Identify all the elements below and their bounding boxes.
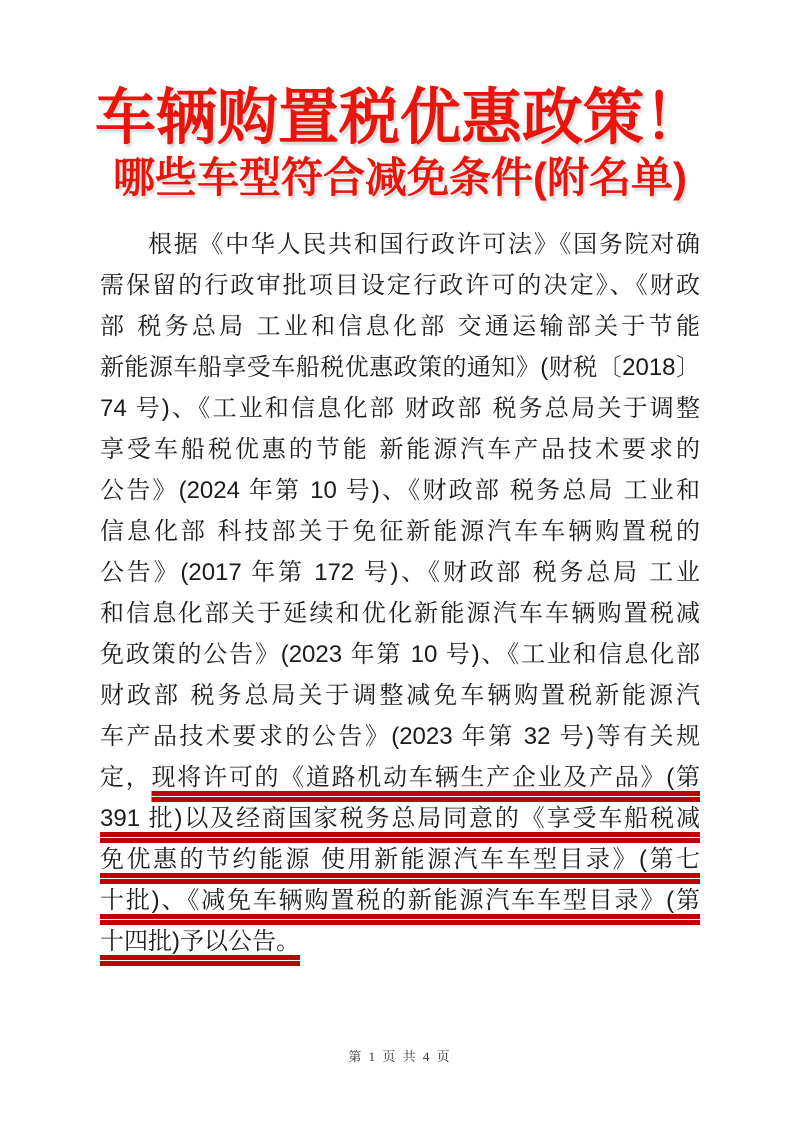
text-line — [100, 429, 700, 470]
text-line — [100, 388, 700, 429]
text-line — [100, 306, 700, 347]
text-line — [100, 757, 700, 798]
page-number: 第 1 页 共 4 页 — [348, 1049, 452, 1064]
line-underlined-segment: 十四批)予以公告。 — [100, 928, 300, 955]
page-footer — [0, 1046, 800, 1065]
body-paragraph — [100, 224, 700, 962]
text-line — [100, 716, 700, 757]
text-line — [100, 798, 700, 839]
text-line — [100, 265, 700, 306]
line-plain-segment: 定， — [100, 764, 152, 791]
text-line — [100, 634, 700, 675]
text-line — [100, 675, 700, 716]
text-line — [100, 511, 700, 552]
text-line — [100, 921, 700, 962]
line-plain-segment: 公告》(2017 年第 172 号)、《财政部 税务总局 工业 — [100, 559, 700, 586]
text-line — [100, 347, 700, 388]
text-line — [100, 880, 700, 921]
text-line — [100, 224, 700, 265]
text-line — [100, 470, 700, 511]
line-plain-segment: 财政部 税务总局关于调整减免车辆购置税新能源汽 — [100, 682, 700, 709]
line-plain-segment: 根据《中华人民共和国行政许可法》《国务院对确 — [148, 231, 700, 258]
line-underlined-segment: 免优惠的节约能源 使用新能源汽车车型目录》(第七 — [100, 846, 700, 873]
line-underlined-segment: 现将许可的《道路机动车辆生产企业及产品》(第 — [151, 764, 700, 791]
text-line — [100, 552, 700, 593]
text-line — [100, 839, 700, 880]
line-plain-segment: 74 号)、《工业和信息化部 财政部 税务总局关于调整 — [100, 395, 700, 422]
line-plain-segment: 信息化部 科技部关于免征新能源汽车车辆购置税的 — [100, 518, 700, 545]
line-plain-segment: 免政策的公告》(2023 年第 10 号)、《工业和信息化部 — [100, 641, 700, 668]
line-plain-segment: 公告》(2024 年第 10 号)、《财政部 税务总局 工业和 — [100, 477, 700, 504]
line-plain-segment: 享受车船税优惠的节能 新能源汽车产品技术要求的 — [100, 436, 700, 463]
line-plain-segment: 部 税务总局 工业和信息化部 交通运输部关于节能 — [100, 313, 700, 340]
text-line — [100, 593, 700, 634]
line-plain-segment: 需保留的行政审批项目设定行政许可的决定》、《财政 — [100, 272, 700, 299]
subtitle: 哪些车型符合减免条件(附名单) — [113, 154, 687, 201]
line-underlined-segment: 391 批)以及经商国家税务总局同意的《享受车船税减 — [100, 805, 700, 832]
main-title: 车辆购置税优惠政策！ — [94, 83, 705, 151]
line-plain-segment: 车产品技术要求的公告》(2023 年第 32 号)等有关规 — [100, 723, 700, 750]
line-plain-segment: 和信息化部关于延续和优化新能源汽车车辆购置税减 — [100, 600, 700, 627]
line-underlined-segment: 十批)、《减免车辆购置税的新能源汽车车型目录》(第 — [100, 887, 700, 914]
line-plain-segment: 新能源车船享受车船税优惠政策的通知》(财税〔2018〕 — [100, 354, 700, 381]
